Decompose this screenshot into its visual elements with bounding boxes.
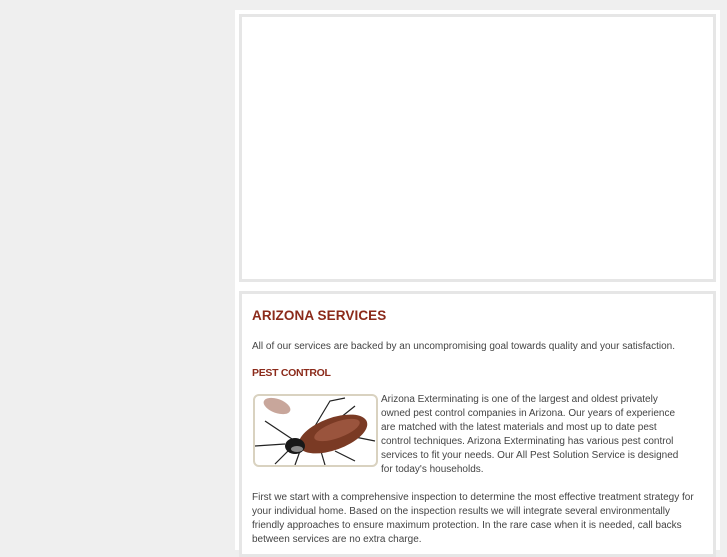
intro-text: All of our services are backed by an uncompromising goal towards quality and your satisfaction.: [252, 341, 675, 352]
cockroach-image: [253, 394, 378, 467]
pest-control-paragraph-1: Arizona Exterminating is one of the largest and oldest privately owned pest control companies in Arizona. Our years of experience are matched with the latest materials and most up to date pest control techniques. Arizona Exterminating has various pest control services to fit your needs. Our All Pest Solution Service is designed for today's households.: [381, 394, 679, 475]
pest-control-section: [252, 393, 703, 477]
page-title: ARIZONA SERVICES: [252, 308, 387, 323]
content-column: [235, 10, 720, 550]
cockroach-icon: [255, 396, 376, 465]
pest-control-paragraph-2: First we start with a comprehensive inspection to determine the most effective treatment strategy for your individual home. Based on the inspection results we will integrate several environmentally friendly approaches to ensure maximum protection. In the rare case when it is needed, call backs between services are no extra charge.: [252, 492, 694, 545]
pest-control-heading: PEST CONTROL: [252, 367, 331, 379]
services-panel: [239, 291, 716, 557]
banner-panel: [239, 14, 716, 282]
